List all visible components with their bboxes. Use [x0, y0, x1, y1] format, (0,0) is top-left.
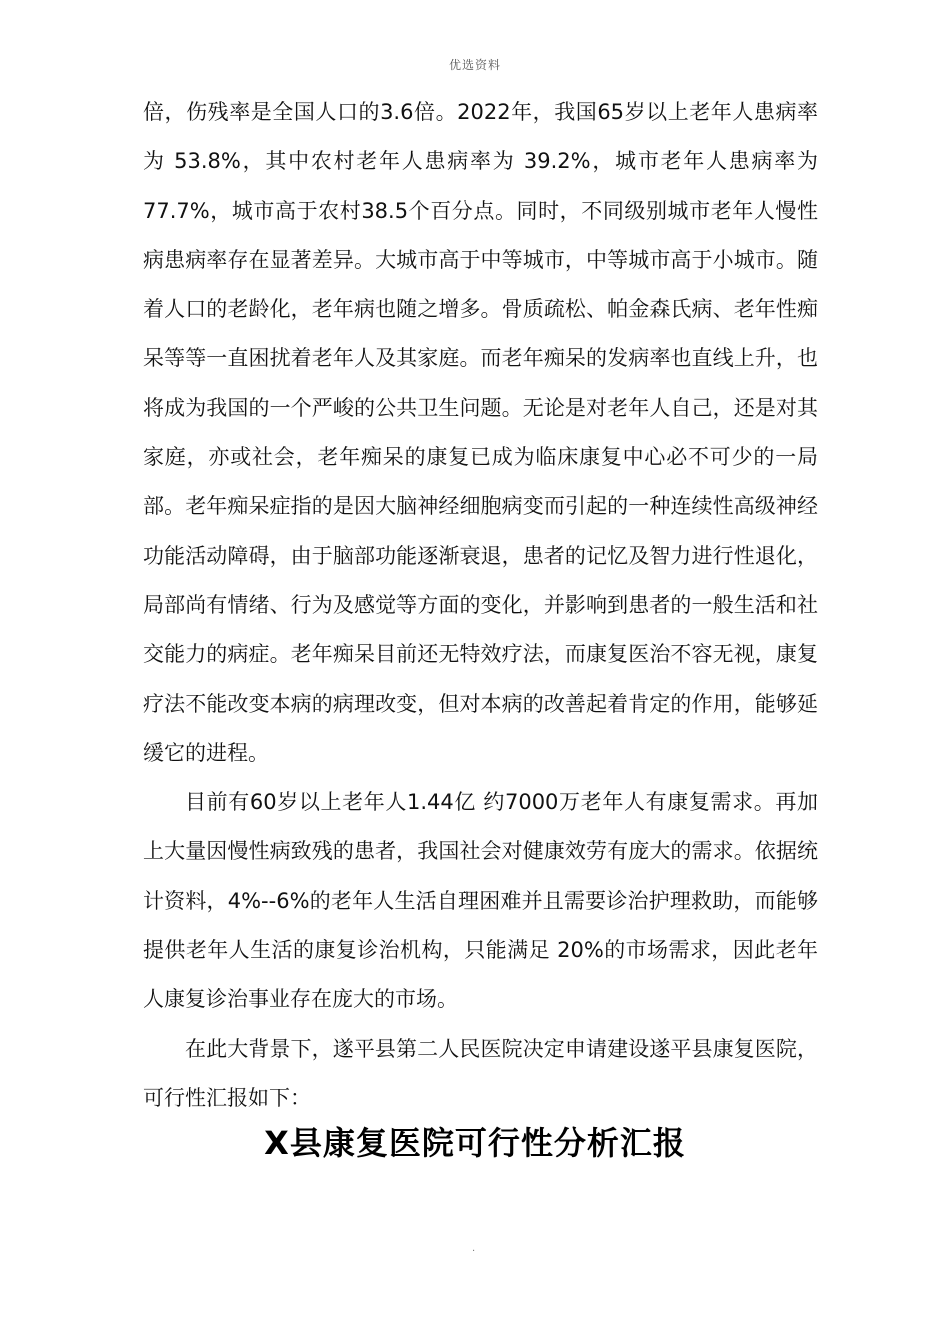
page-header: 优选资料	[448, 58, 501, 72]
paragraph-elderly-disease-rates: 倍，伤残率是全国人口的3.6倍。2022年，我国65岁以上老年人患病率为 53.8%，其中农村老年人患病率为 39.2%，城市老年人患病率为77.7%，城市高于农村38.5个百分点。同时，不同级别城市老年人慢性病患病率存在显著差异。大城市高于中等城市，中等城市高于小城市。随着人口的老龄化，老年病也随之增多。骨质疏松、帕金森氏病、老年性痴呆等等一直困扰着老年人及其家庭。而老年痴呆的发病率也直线上升，也将成为我国的一个严峻的公共卫生问题。无论是对老年人自己，还是对其家庭，亦或社会，老年痴呆的康复已成为临床康复中心必不可少的一局部。老年痴呆症指的是因大脑神经细胞病变而引起的一种连续性高级神经功能活动障碍，由于脑部功能逐渐衰退，患者的记忆及智力进行性退化，局部尚有情绪、行为及感觉等方面的变化，并影响到患者的一般生活和社交能力的病症。老年痴呆目前还无特效疗法，而康复医治不容无视，康复疗法不能改变本病的病理改变，但对本病的改善起着肯定的作用，能够延缓它的进程。	[143, 100, 818, 765]
paragraph-rehabilitation-demand: 目前有60岁以上老年人1.44亿 约7000万老年人有康复需求。再加上大量因慢性病致残的患者，我国社会对健康效劳有庞大的需求。依据统计资料，4%--6%的老年人生活自理困难并且需要诊治护理救助，而能够提供老年人生活的康复诊治机构，只能满足 20%的市场需求，因此老年人康复诊治事业存在庞大的市场。	[143, 790, 818, 1012]
document-body	[143, 88, 818, 1123]
report-title: X县康复医院可行性分析汇报	[264, 1124, 686, 1162]
page-footer-mark: .	[472, 1243, 476, 1254]
paragraph-background-decision: 在此大背景下，遂平县第二人民医院决定申请建设遂平县康复医院，可行性汇报如下：	[143, 1036, 818, 1110]
